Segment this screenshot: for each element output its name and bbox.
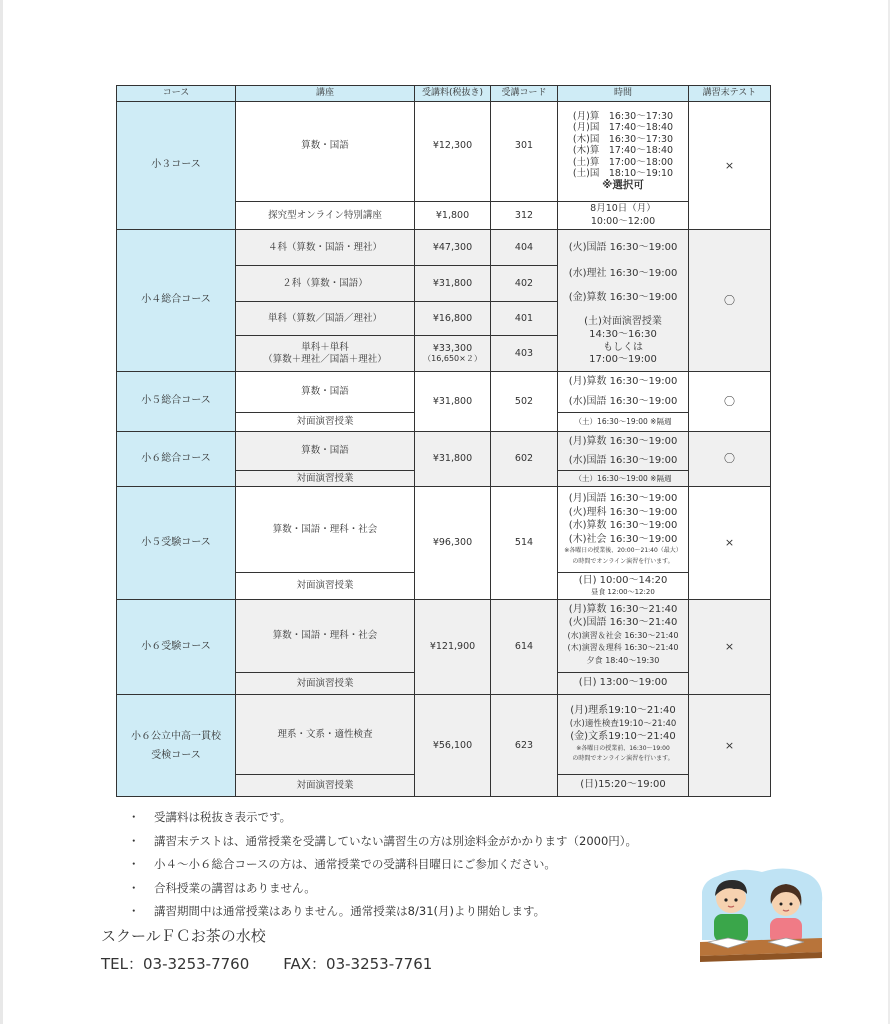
time-line: (土)国 18:10～19:10 (572, 167, 674, 179)
course-code: 403 (491, 336, 558, 372)
fee: ¥56,100 (415, 695, 491, 797)
table-row (117, 600, 771, 673)
online-note: の時間でオンライン演習を行います。 (572, 755, 674, 763)
dinner-note: 夕食 18:40～19:30 (586, 656, 660, 666)
fax-number: FAX：03-3253-7761 (283, 955, 433, 973)
table-row (117, 695, 771, 775)
time-line: (水)国語 16:30～19:00 (568, 455, 678, 466)
lecture-name: 探究型オンライン特別講座 (236, 202, 415, 230)
time-cell (558, 230, 689, 372)
table-header-row (117, 86, 771, 102)
lecture-line: 単科＋単科 (301, 341, 349, 353)
time-line: (月)国語 16:30～19:00 (568, 493, 678, 505)
time-line: （土）16:30～19:00 ※隔週 (558, 471, 689, 487)
students-studying-illustration (698, 862, 826, 966)
lecture-name (236, 336, 415, 372)
lecture-name: 算数・国語・理科・社会 (236, 487, 415, 573)
course-line: 受検コース (151, 749, 201, 761)
time-line: 14:30～16:30 (589, 328, 657, 340)
course-name: 小６総合コース (117, 432, 236, 487)
contact-info (101, 953, 432, 974)
header-test: 講習末テスト (689, 86, 771, 102)
course-code: 404 (491, 230, 558, 266)
course-code: 312 (491, 202, 558, 230)
course-code: 623 (491, 695, 558, 797)
school-name: スクールＦＣお茶の水校 (101, 927, 266, 945)
course-code: 402 (491, 266, 558, 302)
lecture-name: 単科（算数／国語／理社） (236, 302, 415, 336)
time-line: (月)算数 16:30～19:00 (568, 436, 678, 447)
time-cell (558, 573, 689, 600)
time-line: (日)15:20～19:00 (558, 775, 689, 797)
fee-main: ¥33,300 (432, 342, 473, 354)
course-code: 401 (491, 302, 558, 336)
bullet: ・ (128, 833, 140, 848)
bullet: ・ (128, 810, 140, 824)
fee: ¥16,800 (415, 302, 491, 336)
online-note: ※各曜日の授業前、16:30～19:00 (576, 744, 670, 752)
lecture-name: 理系・文系・適性検査 (236, 695, 415, 775)
course-code: 614 (491, 600, 558, 695)
test-mark: 〇 (689, 432, 771, 487)
fee: ¥1,800 (415, 202, 491, 230)
test-mark: × (689, 695, 771, 797)
note-text: 受講料は税抜き表示です。 (154, 810, 292, 824)
test-mark: × (689, 600, 771, 695)
time-line: (日) 10:00～14:20 (578, 575, 668, 587)
lecture-name: 対面演習授業 (236, 775, 415, 797)
time-line: (木)国 16:30～17:30 (572, 133, 674, 145)
note-item (128, 877, 637, 901)
table-row (117, 230, 771, 266)
lunch-note: 昼食 12:00～12:20 (591, 588, 655, 597)
time-line: (土)対面演習授業 (584, 315, 662, 327)
time-cell (558, 432, 689, 471)
course-name: 小５総合コース (117, 372, 236, 432)
time-line: (木)演習＆理科 16:30～21:40 (567, 643, 679, 653)
time-line: (水)理社 16:30～19:00 (568, 267, 678, 279)
note-text: 合科授業の講習はありません。 (154, 880, 316, 895)
fee: ¥12,300 (415, 102, 491, 202)
bullet: ・ (128, 857, 140, 871)
note-item (128, 900, 637, 924)
time-line: (火)国語 16:30～21:40 (568, 616, 678, 628)
time-line: もしくは (603, 341, 643, 353)
time-line: 8月10日（月） (590, 203, 656, 215)
table-row (117, 102, 771, 202)
time-line: (水)算数 16:30～19:00 (568, 520, 678, 532)
time-line: 17:00～19:00 (589, 354, 657, 366)
lecture-line: （算数＋理社／国語＋理社） (263, 353, 387, 365)
time-cell (558, 372, 689, 413)
course-code: 301 (491, 102, 558, 202)
lecture-name: ２科（算数・国語） (236, 266, 415, 302)
time-line: (月)算 16:30～17:30 (572, 111, 674, 123)
time-line: (月)算数 16:30～21:40 (568, 604, 678, 615)
notes-list (128, 806, 637, 924)
course-name: 小４総合コース (117, 230, 236, 372)
page-left-edge (0, 0, 3, 1024)
course-name: 小３コース (117, 102, 236, 230)
lecture-name: 算数・国語・理科・社会 (236, 600, 415, 673)
test-mark: 〇 (689, 230, 771, 372)
time-line: (水)演習＆社会 16:30～21:40 (567, 630, 679, 640)
online-note: ※各曜日の授業後、20:00～21:40（最大） (564, 547, 682, 555)
header-code: 受講コード (491, 86, 558, 102)
header-course: コース (117, 86, 236, 102)
table-row (117, 432, 771, 471)
time-line: (月)算数 16:30～19:00 (568, 376, 678, 387)
course-name: 小６受験コース (117, 600, 236, 695)
fee: ¥31,800 (415, 432, 491, 487)
fee: ¥121,900 (415, 600, 491, 695)
lecture-name: 対面演習授業 (236, 573, 415, 600)
fee: ¥47,300 (415, 230, 491, 266)
course-code: 602 (491, 432, 558, 487)
course-name (117, 695, 236, 797)
course-name: 小５受験コース (117, 487, 236, 600)
selectable-note: ※選択可 (602, 179, 644, 192)
time-cell (558, 487, 689, 573)
time-line: (土)算 17:00～18:00 (572, 156, 674, 168)
bullet: ・ (128, 880, 140, 895)
time-line: (月)国 17:40～18:40 (572, 122, 674, 134)
time-line: (月)理系19:10～21:40 (570, 704, 676, 716)
lecture-name: 対面演習授業 (236, 413, 415, 432)
course-line: 小６公立中高一貫校 (131, 730, 221, 742)
fee: ¥31,800 (415, 372, 491, 432)
note-item (128, 806, 637, 830)
note-text: 小４～小６総合コースの方は、通常授業での受講科目曜日にご参加ください。 (154, 857, 556, 871)
test-mark: 〇 (689, 372, 771, 432)
time-cell (558, 102, 689, 202)
time-line: (木)算 17:40～18:40 (572, 145, 674, 157)
time-cell (558, 695, 689, 775)
time-line: 10:00～12:00 (590, 215, 656, 227)
time-line: （土）16:30～19:00 ※隔週 (558, 413, 689, 432)
time-line: (火)国語 16:30～19:00 (568, 241, 678, 253)
time-line: (金)算数 16:30～19:00 (568, 291, 678, 303)
time-line: (水)国語 16:30～19:00 (568, 396, 678, 407)
fee: ¥96,300 (415, 487, 491, 600)
lecture-name: 算数・国語 (236, 372, 415, 413)
header-lecture: 講座 (236, 86, 415, 102)
time-line: (金)文系19:10～21:40 (570, 731, 676, 743)
tel-number: TEL：03-3253-7760 (101, 955, 250, 973)
schedule-table (116, 85, 771, 797)
fee-breakdown: （16,650×２） (423, 354, 482, 364)
time-line: (木)社会 16:30～19:00 (568, 533, 678, 545)
lecture-name: 算数・国語 (236, 102, 415, 202)
fee (415, 336, 491, 372)
time-line: (火)理科 16:30～19:00 (568, 506, 678, 518)
test-mark: × (689, 102, 771, 230)
lecture-name: 対面演習授業 (236, 471, 415, 487)
online-note: の時間でオンライン演習を行います。 (572, 557, 674, 565)
note-item (128, 830, 637, 854)
table-row (117, 487, 771, 573)
time-line: (日) 13:00～19:00 (558, 673, 689, 695)
lecture-name: 算数・国語 (236, 432, 415, 471)
lecture-name: 対面演習授業 (236, 673, 415, 695)
lecture-name: ４科（算数・国語・理社） (236, 230, 415, 266)
course-code: 514 (491, 487, 558, 600)
test-mark: × (689, 487, 771, 600)
time-cell (558, 202, 689, 230)
bullet: ・ (128, 904, 140, 918)
course-code: 502 (491, 372, 558, 432)
note-text: 講習期間中は通常授業はありません。通常授業は8/31(月)より開始します。 (154, 904, 546, 918)
note-text: 講習末テストは、通常授業を受講していない講習生の方は別途料金がかかります（2000円）。 (154, 833, 638, 848)
note-item (128, 853, 637, 877)
time-line: (水)適性検査19:10～21:40 (569, 718, 677, 729)
table-row (117, 372, 771, 413)
header-time: 時間 (558, 86, 689, 102)
header-fee: 受講料(税抜き) (415, 86, 491, 102)
fee: ¥31,800 (415, 266, 491, 302)
time-cell (558, 600, 689, 673)
